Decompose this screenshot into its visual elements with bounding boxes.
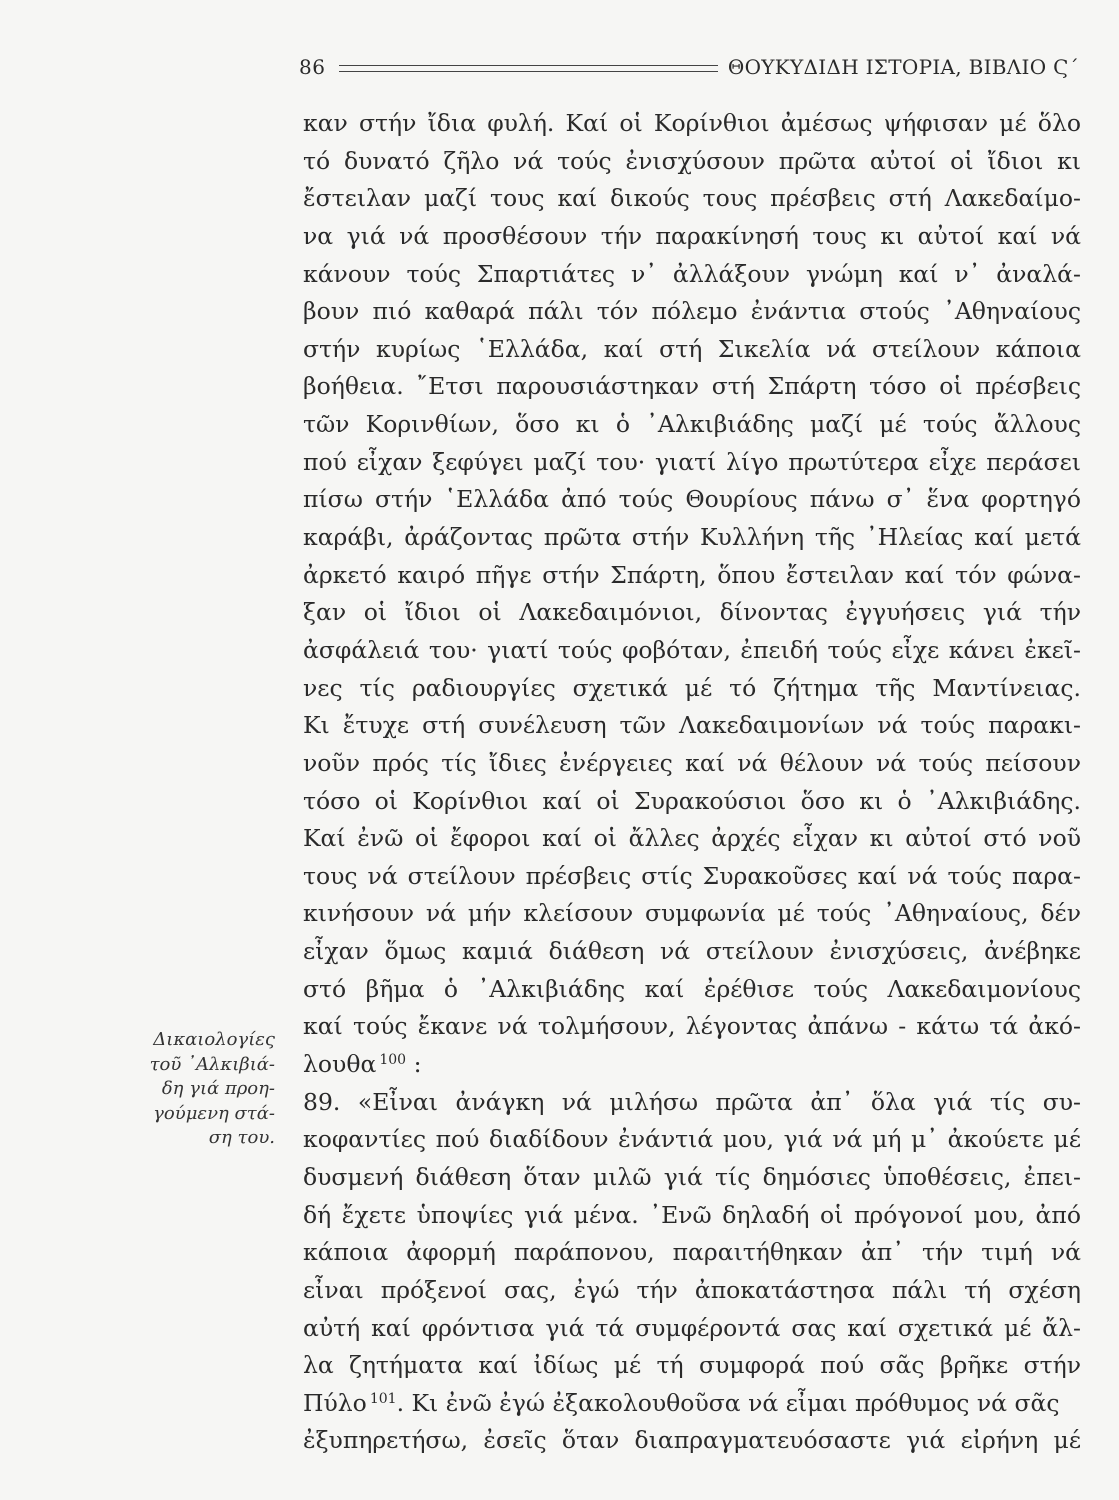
text-line: ἔστειλαν μαζί τους καί δικούς τους πρέσβεις στή Λακεδαίμο- bbox=[303, 184, 1081, 213]
text-line: πού εἶχαν ξεφύγει μαζί του· γιατί λίγο πρωτύτερα εἶχε περάσει bbox=[303, 447, 1081, 476]
text-fragment: Πύλο bbox=[303, 1388, 367, 1417]
header-double-rule bbox=[339, 65, 718, 72]
footnote-ref-100: 100 bbox=[379, 1052, 407, 1069]
text-line: βουν πιό καθαρά πάλι τόν πόλεμο ἐνάντια στούς ᾿Αθηναίους bbox=[303, 297, 1081, 326]
page-number: 86 bbox=[299, 55, 326, 79]
margin-note-line: γούμενη στά- bbox=[153, 1102, 275, 1124]
text-line: νοῦν πρός τίς ἴδιες ἐνέργειες καί νά θέλουν νά τούς πείσουν bbox=[303, 748, 1081, 777]
margin-note-line: Δικαιολογίες bbox=[153, 1029, 275, 1050]
text-line: δή ἔχετε ὑποψίες γιά μένα. ᾿Ενῶ δηλαδή οἱ πρόγονοί μου, ἀπό bbox=[303, 1200, 1081, 1229]
text-line: κοφαντίες πού διαδίδουν ἐνάντιά μου, γιά νά μή μ᾿ ἀκούετε μέ bbox=[303, 1125, 1081, 1154]
text-line: κάποια ἀφορμή παράπονου, παραιτήθηκαν ἀπ᾿ τήν τιμή νά bbox=[303, 1238, 1081, 1267]
text-line: ἀσφάλειά του· γιατί τούς φοβόταν, ἐπειδή τούς εἶχε κάνει ἐκεῖ- bbox=[303, 635, 1081, 664]
text-line: δυσμενή διάθεση ὅταν μιλῶ γιά τίς δημόσιες ὑποθέσεις, ἐπει- bbox=[303, 1162, 1081, 1191]
text-line: τό δυνατό ζῆλο νά τούς ἐνισχύσουν πρῶτα αὐτοί οἱ ἴδιοι κι bbox=[303, 146, 1081, 175]
text-fragment: . Κι ἐνῶ ἐγώ ἐξακολουθοῦσα νά εἶμαι πρόθυμος νά σᾶς bbox=[396, 1388, 1060, 1417]
text-fragment: λουθα bbox=[303, 1050, 377, 1079]
running-title: ΘΟΥΚΥΔΙΔΗ ΙΣΤΟΡΙΑ, ΒΙΒΛΙΟ Ϛ΄ bbox=[727, 55, 1079, 79]
text-line: βοήθεια. ῎Ετσι παρουσιάστηκαν στή Σπάρτη τόσο οἱ πρέσβεις bbox=[303, 372, 1081, 401]
text-line: εἶναι πρόξενοί σας, ἐγώ τήν ἀποκατάστησα πάλι τή σχέση bbox=[303, 1275, 1081, 1304]
text-line: Κι ἔτυχε στή συνέλευση τῶν Λακεδαιμονίων νά τούς παρακι- bbox=[303, 711, 1081, 740]
text-line: καν στήν ἴδια φυλή. Καί οἱ Κορίνθιοι ἀμέσως ψήφισαν μέ ὅλο bbox=[303, 109, 1081, 137]
text-line: τους νά στείλουν πρέσβεις στίς Συρακοῦσες καί νά τούς παρα- bbox=[303, 861, 1081, 890]
text-line: ἀρκετό καιρό πῆγε στήν Σπάρτη, ὅπου ἔστειλαν καί τόν φώνα- bbox=[303, 560, 1081, 589]
text-line: στήν κυρίως ῾Ελλάδα, καί στή Σικελία νά στείλουν κάποια bbox=[303, 334, 1081, 363]
text-line: νες τίς ραδιουργίες σχετικά μέ τό ζήτημα τῆς Μαντίνειας. bbox=[303, 673, 1081, 702]
text-line: εἶχαν ὅμως καμιά διάθεση νά στείλουν ἐνισχύσεις, ἀνέβηκε bbox=[303, 937, 1081, 966]
body-text bbox=[303, 105, 1081, 1460]
text-line: τόσο οἱ Κορίνθιοι καί οἱ Συρακούσιοι ὅσο κι ὁ ᾿Αλκιβιάδης. bbox=[303, 786, 1081, 815]
text-line: λα ζητήματα καί ἰδίως μέ τή συμφορά πού σᾶς βρῆκε στήν bbox=[303, 1351, 1081, 1380]
text-line: ἐξυπηρετήσω, ἐσεῖς ὅταν διαπραγματευόσαστε γιά εἰρήνη μέ bbox=[303, 1426, 1081, 1455]
text-line: τῶν Κορινθίων, ὅσο κι ὁ ᾿Αλκιβιάδης μαζί μέ τούς ἄλλους bbox=[303, 410, 1081, 439]
text-line: καί τούς ἔκανε νά τολμήσουν, λέγοντας ἀπάνω - κάτω τά ἀκό- bbox=[303, 1012, 1081, 1041]
text-line: στό βῆμα ὁ ᾿Αλκιβιάδης καί ἐρέθισε τούς Λακεδαιμονίους bbox=[303, 974, 1081, 1003]
page-header bbox=[299, 52, 1079, 82]
text-line: ξαν οἱ ἴδιοι οἱ Λακεδαιμόνιοι, δίνοντας ἐγγυήσεις γιά τήν bbox=[303, 598, 1081, 627]
text-line: πίσω στήν ῾Ελλάδα ἀπό τούς Θουρίους πάνω σ᾿ ἕνα φορτηγό bbox=[303, 485, 1081, 514]
text-line: κάνουν τούς Σπαρτιάτες ν᾿ ἀλλάξουν γνώμη καί ν᾿ ἀναλά- bbox=[303, 259, 1081, 288]
text-line-with-footnote bbox=[303, 1385, 1081, 1423]
text-line: κινήσουν νά μήν κλείσουν συμφωνία μέ τούς ᾿Αθηναίους, δέν bbox=[303, 899, 1081, 928]
text-line-with-footnote bbox=[303, 1046, 1081, 1084]
text-line: Καί ἐνῶ οἱ ἔφοροι καί οἱ ἄλλες ἀρχές εἶχαν κι αὐτοί στό νοῦ bbox=[303, 824, 1081, 853]
text-fragment: : bbox=[413, 1050, 422, 1079]
margin-note bbox=[90, 1028, 275, 1151]
margin-note-line: δη γιά προη- bbox=[161, 1078, 275, 1099]
text-line: καράβι, ἀράζοντας πρῶτα στήν Κυλλήνη τῆς ᾿Ηλείας καί μετά bbox=[303, 523, 1081, 552]
text-line: αὐτή καί φρόντισα γιά τά συμφέροντά σας καί σχετικά μέ ἄλ- bbox=[303, 1313, 1081, 1342]
margin-note-line: τοῦ ᾿Αλκιβιά- bbox=[149, 1053, 275, 1075]
footnote-ref-101: 101 bbox=[369, 1390, 397, 1407]
margin-note-line: ση του. bbox=[208, 1127, 275, 1148]
text-line: 89. «Εἶναι ἀνάγκη νά μιλήσω πρῶτα ἀπ᾿ ὅλα γιά τίς συ- bbox=[303, 1087, 1081, 1116]
text-line: να γιά νά προσθέσουν τήν παρακίνησή τους κι αὐτοί καί νά bbox=[303, 221, 1081, 250]
